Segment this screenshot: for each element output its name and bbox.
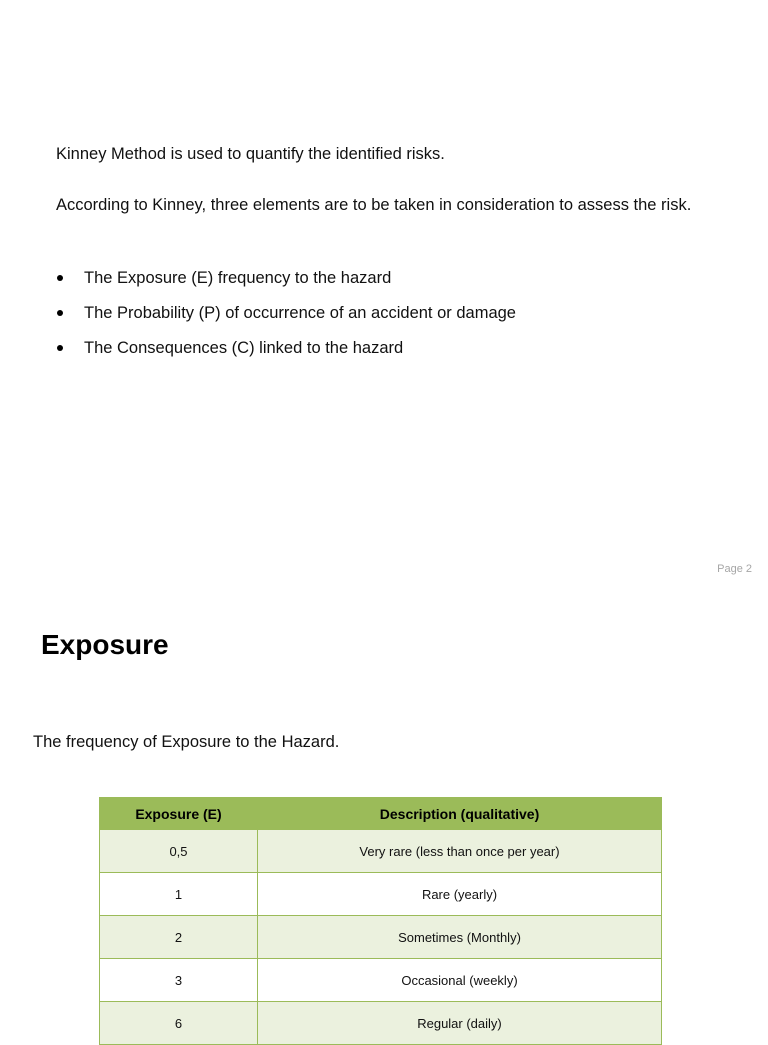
exposure-value-cell: 2 [100, 916, 258, 959]
table-header-cell: Exposure (E) [100, 798, 258, 830]
description-cell: Sometimes (Monthly) [258, 916, 662, 959]
list-item-text: The Consequences (C) linked to the hazard [84, 339, 404, 357]
table-row [100, 1002, 662, 1045]
kinney-elements-paragraph: According to Kinney, three elements are to be taken in consideration to assess the risk. [56, 196, 692, 214]
intro-paragraph: Kinney Method is used to quantify the identified risks. [56, 145, 445, 163]
description-cell: Rare (yearly) [258, 873, 662, 916]
exposure-value-cell: 6 [100, 1002, 258, 1045]
list-item [56, 338, 516, 373]
description-cell: Occasional (weekly) [258, 959, 662, 1002]
kinney-elements-list [56, 268, 516, 373]
table-row [100, 830, 662, 873]
section-heading: Exposure [41, 629, 169, 660]
bullet-icon [57, 310, 63, 316]
description-cell: Very rare (less than once per year) [258, 830, 662, 873]
page-number: Page 2 [717, 563, 752, 575]
list-item [56, 303, 516, 338]
list-item [56, 268, 516, 303]
table-header-cell: Description (qualitative) [258, 798, 662, 830]
table-row [100, 959, 662, 1002]
exposure-value-cell: 1 [100, 873, 258, 916]
list-item-text: The Exposure (E) frequency to the hazard [84, 269, 392, 287]
bullet-icon [57, 345, 63, 351]
table-row [100, 916, 662, 959]
table-header-row [100, 798, 662, 830]
exposure-value-cell: 0,5 [100, 830, 258, 873]
exposure-value-cell: 3 [100, 959, 258, 1002]
section-intro: The frequency of Exposure to the Hazard. [33, 733, 340, 751]
bullet-icon [57, 275, 63, 281]
description-cell: Regular (daily) [258, 1002, 662, 1045]
exposure-table [99, 797, 662, 1045]
table-row [100, 873, 662, 916]
list-item-text: The Probability (P) of occurrence of an accident or damage [84, 304, 516, 322]
